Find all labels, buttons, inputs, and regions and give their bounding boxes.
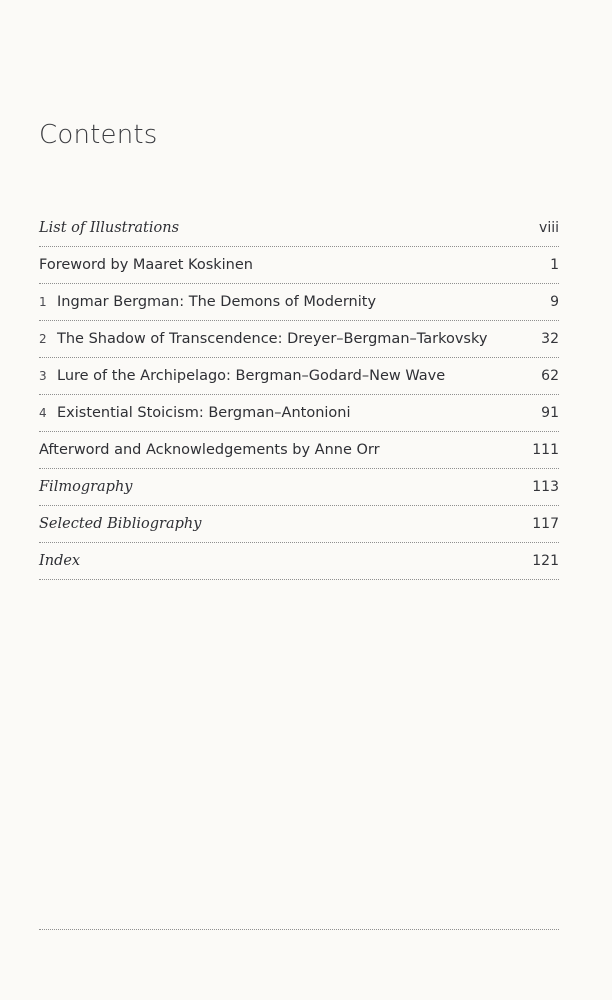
toc-entry-title: The Shadow of Transcendence: Dreyer–Bergman–Tarkovsky: [57, 330, 488, 347]
page-title: Contents: [39, 120, 158, 150]
chapter-number: 3: [39, 368, 47, 383]
toc-entry-page-number: 32: [541, 331, 559, 347]
toc-entry-page-number: 62: [541, 368, 559, 384]
toc-entry-chapter-4[interactable]: [39, 395, 559, 432]
toc-entry-left: [39, 369, 445, 384]
toc-entry-title: Existential Stoicism: Bergman–Antonioni: [57, 404, 351, 421]
toc-entry-page-number: 91: [541, 405, 559, 421]
toc-entry-title: Selected Bibliography: [39, 515, 202, 532]
toc-entry-filmography[interactable]: [39, 469, 559, 506]
toc-entry-selected-bibliography[interactable]: [39, 506, 559, 543]
toc-entry-chapter-3[interactable]: [39, 358, 559, 395]
toc-entry-left: [39, 406, 351, 421]
toc-entry-list-of-illustrations[interactable]: [39, 210, 559, 247]
toc-entry-left: [39, 517, 201, 532]
toc-entry-page-number: 113: [532, 479, 559, 495]
toc-entry-index[interactable]: [39, 543, 559, 580]
chapter-number: 2: [39, 331, 47, 346]
toc-entry-title: Lure of the Archipelago: Bergman–Godard–New Wave: [57, 367, 446, 384]
toc-entry-page-number: 121: [532, 553, 559, 569]
toc-entry-foreword[interactable]: [39, 247, 559, 284]
toc-entry-title: Filmography: [39, 478, 133, 495]
toc-entry-page-number: 117: [532, 516, 559, 532]
toc-entry-afterword[interactable]: [39, 432, 559, 469]
toc-entry-title: Index: [39, 552, 81, 569]
toc-entry-left: [39, 332, 487, 347]
toc-entry-page-number: 1: [550, 257, 559, 273]
toc-entry-left: [39, 221, 179, 236]
toc-entry-page-number: 9: [550, 294, 559, 310]
toc-entry-page-number: 111: [532, 442, 559, 458]
table-of-contents: [39, 210, 559, 580]
toc-entry-left: [39, 443, 380, 458]
toc-entry-left: [39, 554, 80, 569]
toc-entry-title: Foreword by Maaret Koskinen: [39, 256, 253, 273]
toc-entry-left: [39, 258, 253, 273]
toc-entry-left: [39, 295, 376, 310]
toc-entry-chapter-2[interactable]: [39, 321, 559, 358]
toc-entry-page-number: viii: [539, 220, 559, 236]
chapter-number: 4: [39, 405, 47, 420]
chapter-number: 1: [39, 294, 47, 309]
footer-dotted-rule: [39, 929, 559, 930]
toc-entry-chapter-1[interactable]: [39, 284, 559, 321]
toc-entry-title: Afterword and Acknowledgements by Anne Orr: [39, 441, 380, 458]
toc-entry-title: Ingmar Bergman: The Demons of Modernity: [57, 293, 377, 310]
toc-entry-title: List of Illustrations: [39, 219, 180, 236]
toc-entry-left: [39, 480, 133, 495]
